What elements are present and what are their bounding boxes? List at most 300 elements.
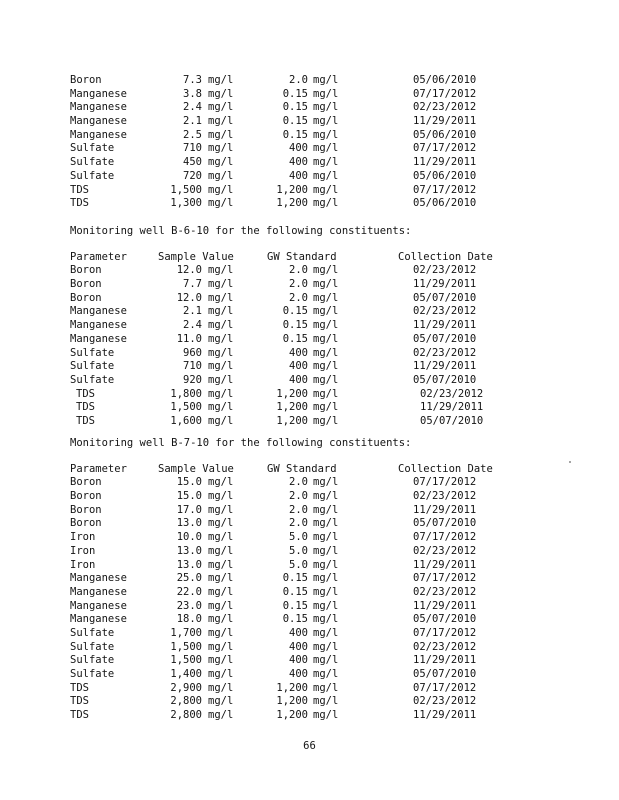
sample-value-cell: 450 bbox=[183, 156, 202, 169]
parameter-cell: Boron bbox=[70, 74, 102, 86]
collection-date-cell: 07/17/2012 bbox=[413, 626, 477, 639]
table-row bbox=[70, 88, 540, 102]
table-row bbox=[70, 586, 540, 600]
collection-date-cell: 07/17/2012 bbox=[413, 183, 477, 196]
collection-date-cell: 02/23/2012 bbox=[413, 695, 477, 708]
collection-date-cell: 11/29/2011 bbox=[413, 115, 477, 128]
parameter-cell: Manganese bbox=[70, 101, 127, 114]
sample-value-cell: 13.0 bbox=[176, 517, 202, 530]
table-row bbox=[70, 559, 540, 573]
gw-standard-cell: 2.0 bbox=[289, 278, 308, 291]
collection-date-cell: 11/29/2011 bbox=[413, 360, 477, 373]
collection-date-cell: 07/17/2012 bbox=[413, 531, 477, 544]
standard-unit-cell: mg/l bbox=[313, 74, 339, 86]
table-row bbox=[70, 627, 540, 641]
standard-unit-cell: mg/l bbox=[313, 490, 339, 503]
scan-speck bbox=[569, 461, 571, 463]
sample-value-cell: 17.0 bbox=[176, 503, 202, 516]
sample-unit-cell: mg/l bbox=[208, 346, 234, 359]
parameter-cell: TDS bbox=[76, 401, 95, 414]
sample-value-cell: 2.1 bbox=[183, 115, 202, 128]
standard-unit-cell: mg/l bbox=[313, 401, 339, 414]
column-header-parameter: Parameter bbox=[70, 462, 127, 475]
standard-unit-cell: mg/l bbox=[313, 183, 339, 196]
parameter-cell: TDS bbox=[76, 414, 95, 427]
sample-unit-cell: mg/l bbox=[208, 291, 234, 304]
table-row bbox=[70, 278, 540, 292]
standard-unit-cell: mg/l bbox=[313, 264, 339, 277]
gw-standard-cell: 400 bbox=[289, 640, 308, 653]
sample-value-cell: 22.0 bbox=[176, 585, 202, 598]
table-row bbox=[70, 401, 540, 415]
sample-unit-cell: mg/l bbox=[208, 476, 234, 489]
collection-date-cell: 05/07/2010 bbox=[413, 332, 477, 345]
table-row bbox=[70, 668, 540, 682]
column-header-collection-date: Collection Date bbox=[398, 250, 493, 263]
sample-value-cell: 15.0 bbox=[176, 490, 202, 503]
sample-unit-cell: mg/l bbox=[208, 414, 234, 427]
sample-value-cell: 1,700 bbox=[170, 626, 202, 639]
parameter-cell: Sulfate bbox=[70, 640, 115, 653]
table-row bbox=[70, 360, 540, 374]
sample-value-cell: 13.0 bbox=[176, 558, 202, 571]
sample-value-cell: 25.0 bbox=[176, 572, 202, 585]
table-row bbox=[70, 572, 540, 586]
collection-date-cell: 05/07/2010 bbox=[420, 414, 484, 427]
well-b6-section bbox=[70, 225, 540, 429]
table-row bbox=[70, 490, 540, 504]
sample-value-cell: 2.5 bbox=[183, 128, 202, 141]
standard-unit-cell: mg/l bbox=[313, 346, 339, 359]
collection-date-cell: 02/23/2012 bbox=[413, 346, 477, 359]
table-row bbox=[70, 319, 540, 333]
collection-date-cell: 02/23/2012 bbox=[413, 305, 477, 318]
collection-date-cell: 05/06/2010 bbox=[413, 197, 477, 210]
table-row bbox=[70, 333, 540, 347]
collection-date-cell: 11/29/2011 bbox=[420, 401, 484, 414]
collection-date-cell: 02/23/2012 bbox=[413, 585, 477, 598]
gw-standard-cell: 1,200 bbox=[276, 401, 308, 414]
column-header-sample-value: Sample Value bbox=[158, 250, 234, 263]
sample-unit-cell: mg/l bbox=[208, 531, 234, 544]
parameter-cell: Boron bbox=[70, 503, 102, 516]
sample-unit-cell: mg/l bbox=[208, 373, 234, 386]
collection-date-cell: 05/07/2010 bbox=[413, 517, 477, 530]
table-row bbox=[70, 197, 540, 211]
gw-standard-cell: 400 bbox=[289, 360, 308, 373]
collection-date-cell: 07/17/2012 bbox=[413, 572, 477, 585]
sample-value-cell: 11.0 bbox=[176, 332, 202, 345]
gw-standard-cell: 0.15 bbox=[282, 87, 308, 100]
parameter-cell: Iron bbox=[70, 544, 96, 557]
table-row bbox=[70, 142, 540, 156]
parameter-cell: Iron bbox=[70, 531, 96, 544]
sample-unit-cell: mg/l bbox=[208, 332, 234, 345]
sample-unit-cell: mg/l bbox=[208, 558, 234, 571]
gw-standard-cell: 0.15 bbox=[282, 613, 308, 626]
parameter-cell: Sulfate bbox=[70, 654, 115, 667]
parameter-cell: Manganese bbox=[70, 128, 127, 141]
gw-standard-cell: 0.15 bbox=[282, 599, 308, 612]
collection-date-cell: 11/29/2011 bbox=[413, 558, 477, 571]
parameter-cell: TDS bbox=[70, 183, 89, 196]
standard-unit-cell: mg/l bbox=[313, 572, 339, 585]
collection-date-cell: 02/23/2012 bbox=[413, 640, 477, 653]
sample-unit-cell: mg/l bbox=[208, 319, 234, 332]
sample-value-cell: 7.7 bbox=[183, 278, 202, 291]
sample-value-cell: 720 bbox=[183, 169, 202, 182]
sample-unit-cell: mg/l bbox=[208, 115, 234, 128]
sample-unit-cell: mg/l bbox=[208, 156, 234, 169]
parameter-cell: Manganese bbox=[70, 599, 127, 612]
standard-unit-cell: mg/l bbox=[313, 414, 339, 427]
collection-date-cell: 11/29/2011 bbox=[413, 503, 477, 516]
table-row bbox=[70, 709, 540, 723]
table-row bbox=[70, 641, 540, 655]
sample-unit-cell: mg/l bbox=[208, 74, 234, 86]
table-row bbox=[70, 654, 540, 668]
collection-date-cell: 05/07/2010 bbox=[413, 668, 477, 680]
top-results-table bbox=[70, 74, 540, 211]
collection-date-cell: 02/23/2012 bbox=[420, 387, 484, 400]
sample-value-cell: 2,800 bbox=[170, 709, 202, 722]
table-row bbox=[70, 115, 540, 129]
sample-unit-cell: mg/l bbox=[208, 360, 234, 373]
well-b6-heading: Monitoring well B-6-10 for the following constituents: bbox=[70, 225, 412, 237]
standard-unit-cell: mg/l bbox=[313, 695, 339, 708]
sample-value-cell: 12.0 bbox=[176, 264, 202, 277]
standard-unit-cell: mg/l bbox=[313, 585, 339, 598]
gw-standard-cell: 2.0 bbox=[289, 503, 308, 516]
gw-standard-cell: 400 bbox=[289, 142, 308, 155]
sample-value-cell: 10.0 bbox=[176, 531, 202, 544]
parameter-cell: TDS bbox=[70, 197, 89, 210]
collection-date-cell: 11/29/2011 bbox=[413, 599, 477, 612]
collection-date-cell: 11/29/2011 bbox=[413, 319, 477, 332]
sample-value-cell: 2.4 bbox=[183, 101, 202, 114]
standard-unit-cell: mg/l bbox=[313, 654, 339, 667]
table-row bbox=[70, 682, 540, 696]
sample-unit-cell: mg/l bbox=[208, 626, 234, 639]
parameter-cell: Manganese bbox=[70, 87, 127, 100]
sample-value-cell: 23.0 bbox=[176, 599, 202, 612]
parameter-cell: TDS bbox=[70, 681, 89, 694]
sample-value-cell: 12.0 bbox=[176, 291, 202, 304]
sample-unit-cell: mg/l bbox=[208, 101, 234, 114]
standard-unit-cell: mg/l bbox=[313, 197, 339, 210]
standard-unit-cell: mg/l bbox=[313, 156, 339, 169]
standard-unit-cell: mg/l bbox=[313, 115, 339, 128]
parameter-cell: Manganese bbox=[70, 319, 127, 332]
sample-unit-cell: mg/l bbox=[208, 544, 234, 557]
column-header-gw-standard: GW Standard bbox=[267, 462, 337, 475]
well-b7-heading: Monitoring well B-7-10 for the following constituents: bbox=[70, 437, 412, 449]
sample-value-cell: 960 bbox=[183, 346, 202, 359]
standard-unit-cell: mg/l bbox=[313, 278, 339, 291]
collection-date-cell: 07/17/2012 bbox=[413, 142, 477, 155]
table-row bbox=[70, 476, 540, 490]
gw-standard-cell: 2.0 bbox=[289, 264, 308, 277]
gw-standard-cell: 400 bbox=[289, 156, 308, 169]
sample-value-cell: 1,800 bbox=[170, 387, 202, 400]
standard-unit-cell: mg/l bbox=[313, 142, 339, 155]
sample-unit-cell: mg/l bbox=[208, 264, 234, 277]
table-row bbox=[70, 388, 540, 402]
sample-value-cell: 3.8 bbox=[183, 87, 202, 100]
parameter-cell: Sulfate bbox=[70, 346, 115, 359]
collection-date-cell: 05/07/2010 bbox=[413, 613, 477, 626]
collection-date-cell: 02/23/2012 bbox=[413, 101, 477, 114]
sample-value-cell: 710 bbox=[183, 360, 202, 373]
sample-unit-cell: mg/l bbox=[208, 585, 234, 598]
column-header-sample-value: Sample Value bbox=[158, 462, 234, 475]
sample-value-cell: 1,600 bbox=[170, 414, 202, 427]
table-row bbox=[70, 531, 540, 545]
sample-unit-cell: mg/l bbox=[208, 709, 234, 722]
parameter-cell: Boron bbox=[70, 264, 102, 277]
sample-unit-cell: mg/l bbox=[208, 87, 234, 100]
column-header-collection-date: Collection Date bbox=[398, 462, 493, 475]
sample-value-cell: 1,400 bbox=[170, 668, 202, 680]
gw-standard-cell: 400 bbox=[289, 373, 308, 386]
parameter-cell: Sulfate bbox=[70, 626, 115, 639]
gw-standard-cell: 5.0 bbox=[289, 531, 308, 544]
standard-unit-cell: mg/l bbox=[313, 531, 339, 544]
well-b7-section bbox=[70, 437, 540, 723]
parameter-cell: Boron bbox=[70, 278, 102, 291]
table-row bbox=[70, 292, 540, 306]
sample-unit-cell: mg/l bbox=[208, 278, 234, 291]
sample-value-cell: 13.0 bbox=[176, 544, 202, 557]
sample-unit-cell: mg/l bbox=[208, 695, 234, 708]
sample-value-cell: 1,500 bbox=[170, 401, 202, 414]
gw-standard-cell: 1,200 bbox=[276, 387, 308, 400]
standard-unit-cell: mg/l bbox=[313, 517, 339, 530]
parameter-cell: Sulfate bbox=[70, 156, 115, 169]
sample-unit-cell: mg/l bbox=[208, 305, 234, 318]
sample-unit-cell: mg/l bbox=[208, 681, 234, 694]
gw-standard-cell: 0.15 bbox=[282, 585, 308, 598]
standard-unit-cell: mg/l bbox=[313, 476, 339, 489]
gw-standard-cell: 0.15 bbox=[282, 128, 308, 141]
gw-standard-cell: 1,200 bbox=[276, 695, 308, 708]
well-b6-rows bbox=[70, 264, 540, 428]
sample-unit-cell: mg/l bbox=[208, 490, 234, 503]
collection-date-cell: 05/06/2010 bbox=[413, 74, 477, 86]
gw-standard-cell: 0.15 bbox=[282, 319, 308, 332]
parameter-cell: Manganese bbox=[70, 115, 127, 128]
table-row bbox=[70, 184, 540, 198]
sample-value-cell: 1,300 bbox=[170, 197, 202, 210]
gw-standard-cell: 1,200 bbox=[276, 197, 308, 210]
gw-standard-cell: 0.15 bbox=[282, 101, 308, 114]
table-row bbox=[70, 600, 540, 614]
parameter-cell: TDS bbox=[76, 387, 95, 400]
parameter-cell: Sulfate bbox=[70, 373, 115, 386]
parameter-cell: Boron bbox=[70, 490, 102, 503]
table-row bbox=[70, 545, 540, 559]
gw-standard-cell: 400 bbox=[289, 668, 308, 680]
standard-unit-cell: mg/l bbox=[313, 319, 339, 332]
collection-date-cell: 11/29/2011 bbox=[413, 654, 477, 667]
sample-value-cell: 2.4 bbox=[183, 319, 202, 332]
sample-unit-cell: mg/l bbox=[208, 503, 234, 516]
gw-standard-cell: 1,200 bbox=[276, 183, 308, 196]
parameter-cell: Manganese bbox=[70, 572, 127, 585]
collection-date-cell: 07/17/2012 bbox=[413, 681, 477, 694]
sample-unit-cell: mg/l bbox=[208, 599, 234, 612]
gw-standard-cell: 0.15 bbox=[282, 572, 308, 585]
sample-unit-cell: mg/l bbox=[208, 517, 234, 530]
collection-date-cell: 05/06/2010 bbox=[413, 128, 477, 141]
standard-unit-cell: mg/l bbox=[313, 640, 339, 653]
table-row bbox=[70, 305, 540, 319]
column-header-gw-standard: GW Standard bbox=[267, 250, 337, 263]
standard-unit-cell: mg/l bbox=[313, 87, 339, 100]
well-b7-column-header bbox=[70, 463, 540, 477]
gw-standard-cell: 400 bbox=[289, 654, 308, 667]
parameter-cell: Boron bbox=[70, 291, 102, 304]
table-row bbox=[70, 74, 540, 88]
gw-standard-cell: 0.15 bbox=[282, 115, 308, 128]
gw-standard-cell: 0.15 bbox=[282, 305, 308, 318]
standard-unit-cell: mg/l bbox=[313, 169, 339, 182]
sample-unit-cell: mg/l bbox=[208, 183, 234, 196]
collection-date-cell: 11/29/2011 bbox=[413, 709, 477, 722]
standard-unit-cell: mg/l bbox=[313, 360, 339, 373]
table-row bbox=[70, 264, 540, 278]
gw-standard-cell: 0.15 bbox=[282, 332, 308, 345]
gw-standard-cell: 1,200 bbox=[276, 709, 308, 722]
well-b6-column-header bbox=[70, 251, 540, 265]
collection-date-cell: 02/23/2012 bbox=[413, 544, 477, 557]
parameter-cell: Sulfate bbox=[70, 142, 115, 155]
standard-unit-cell: mg/l bbox=[313, 709, 339, 722]
table-row bbox=[70, 170, 540, 184]
sample-unit-cell: mg/l bbox=[208, 401, 234, 414]
standard-unit-cell: mg/l bbox=[313, 101, 339, 114]
standard-unit-cell: mg/l bbox=[313, 373, 339, 386]
table-row bbox=[70, 347, 540, 361]
gw-standard-cell: 400 bbox=[289, 169, 308, 182]
parameter-cell: Sulfate bbox=[70, 668, 115, 680]
sample-unit-cell: mg/l bbox=[208, 572, 234, 585]
gw-standard-cell: 2.0 bbox=[289, 291, 308, 304]
sample-unit-cell: mg/l bbox=[208, 128, 234, 141]
parameter-cell: Manganese bbox=[70, 613, 127, 626]
gw-standard-cell: 5.0 bbox=[289, 558, 308, 571]
standard-unit-cell: mg/l bbox=[313, 599, 339, 612]
table-row bbox=[70, 695, 540, 709]
table-row bbox=[70, 156, 540, 170]
collection-date-cell: 11/29/2011 bbox=[413, 156, 477, 169]
sample-value-cell: 18.0 bbox=[176, 613, 202, 626]
parameter-cell: TDS bbox=[70, 709, 89, 722]
parameter-cell: TDS bbox=[70, 695, 89, 708]
standard-unit-cell: mg/l bbox=[313, 503, 339, 516]
gw-standard-cell: 2.0 bbox=[289, 517, 308, 530]
collection-date-cell: 11/29/2011 bbox=[413, 278, 477, 291]
table-row bbox=[70, 613, 540, 627]
gw-standard-cell: 2.0 bbox=[289, 74, 308, 86]
gw-standard-cell: 400 bbox=[289, 346, 308, 359]
sample-value-cell: 2,800 bbox=[170, 695, 202, 708]
sample-value-cell: 7.3 bbox=[183, 74, 202, 86]
standard-unit-cell: mg/l bbox=[313, 626, 339, 639]
parameter-cell: Manganese bbox=[70, 305, 127, 318]
parameter-cell: Boron bbox=[70, 476, 102, 489]
standard-unit-cell: mg/l bbox=[313, 291, 339, 304]
gw-standard-cell: 400 bbox=[289, 626, 308, 639]
sample-value-cell: 920 bbox=[183, 373, 202, 386]
standard-unit-cell: mg/l bbox=[313, 681, 339, 694]
table-row bbox=[70, 415, 540, 429]
collection-date-cell: 05/07/2010 bbox=[413, 291, 477, 304]
sample-value-cell: 15.0 bbox=[176, 476, 202, 489]
table-row bbox=[70, 374, 540, 388]
sample-unit-cell: mg/l bbox=[208, 613, 234, 626]
parameter-cell: Iron bbox=[70, 558, 96, 571]
sample-unit-cell: mg/l bbox=[208, 169, 234, 182]
parameter-cell: Sulfate bbox=[70, 360, 115, 373]
table-row bbox=[70, 101, 540, 115]
collection-date-cell: 07/17/2012 bbox=[413, 87, 477, 100]
gw-standard-cell: 5.0 bbox=[289, 544, 308, 557]
table-row bbox=[70, 517, 540, 531]
standard-unit-cell: mg/l bbox=[313, 668, 339, 680]
standard-unit-cell: mg/l bbox=[313, 332, 339, 345]
sample-value-cell: 710 bbox=[183, 142, 202, 155]
column-header-parameter: Parameter bbox=[70, 250, 127, 263]
sample-unit-cell: mg/l bbox=[208, 654, 234, 667]
parameter-cell: Boron bbox=[70, 517, 102, 530]
sample-unit-cell: mg/l bbox=[208, 387, 234, 400]
standard-unit-cell: mg/l bbox=[313, 387, 339, 400]
well-b7-rows bbox=[70, 476, 540, 722]
sample-value-cell: 1,500 bbox=[170, 654, 202, 667]
parameter-cell: Manganese bbox=[70, 585, 127, 598]
sample-value-cell: 1,500 bbox=[170, 183, 202, 196]
sample-unit-cell: mg/l bbox=[208, 640, 234, 653]
sample-value-cell: 1,500 bbox=[170, 640, 202, 653]
sample-unit-cell: mg/l bbox=[208, 668, 234, 680]
collection-date-cell: 07/17/2012 bbox=[413, 476, 477, 489]
collection-date-cell: 05/06/2010 bbox=[413, 169, 477, 182]
sample-value-cell: 2.1 bbox=[183, 305, 202, 318]
standard-unit-cell: mg/l bbox=[313, 305, 339, 318]
sample-unit-cell: mg/l bbox=[208, 142, 234, 155]
gw-standard-cell: 1,200 bbox=[276, 414, 308, 427]
collection-date-cell: 02/23/2012 bbox=[413, 264, 477, 277]
table-row bbox=[70, 129, 540, 143]
top-results-rows bbox=[70, 74, 540, 211]
standard-unit-cell: mg/l bbox=[313, 558, 339, 571]
gw-standard-cell: 1,200 bbox=[276, 681, 308, 694]
gw-standard-cell: 2.0 bbox=[289, 490, 308, 503]
parameter-cell: Sulfate bbox=[70, 169, 115, 182]
parameter-cell: Manganese bbox=[70, 332, 127, 345]
sample-value-cell: 2,900 bbox=[170, 681, 202, 694]
collection-date-cell: 05/07/2010 bbox=[413, 373, 477, 386]
table-row bbox=[70, 504, 540, 518]
standard-unit-cell: mg/l bbox=[313, 128, 339, 141]
standard-unit-cell: mg/l bbox=[313, 544, 339, 557]
sample-unit-cell: mg/l bbox=[208, 197, 234, 210]
page-number: 66 bbox=[303, 740, 316, 752]
collection-date-cell: 02/23/2012 bbox=[413, 490, 477, 503]
gw-standard-cell: 2.0 bbox=[289, 476, 308, 489]
standard-unit-cell: mg/l bbox=[313, 613, 339, 626]
